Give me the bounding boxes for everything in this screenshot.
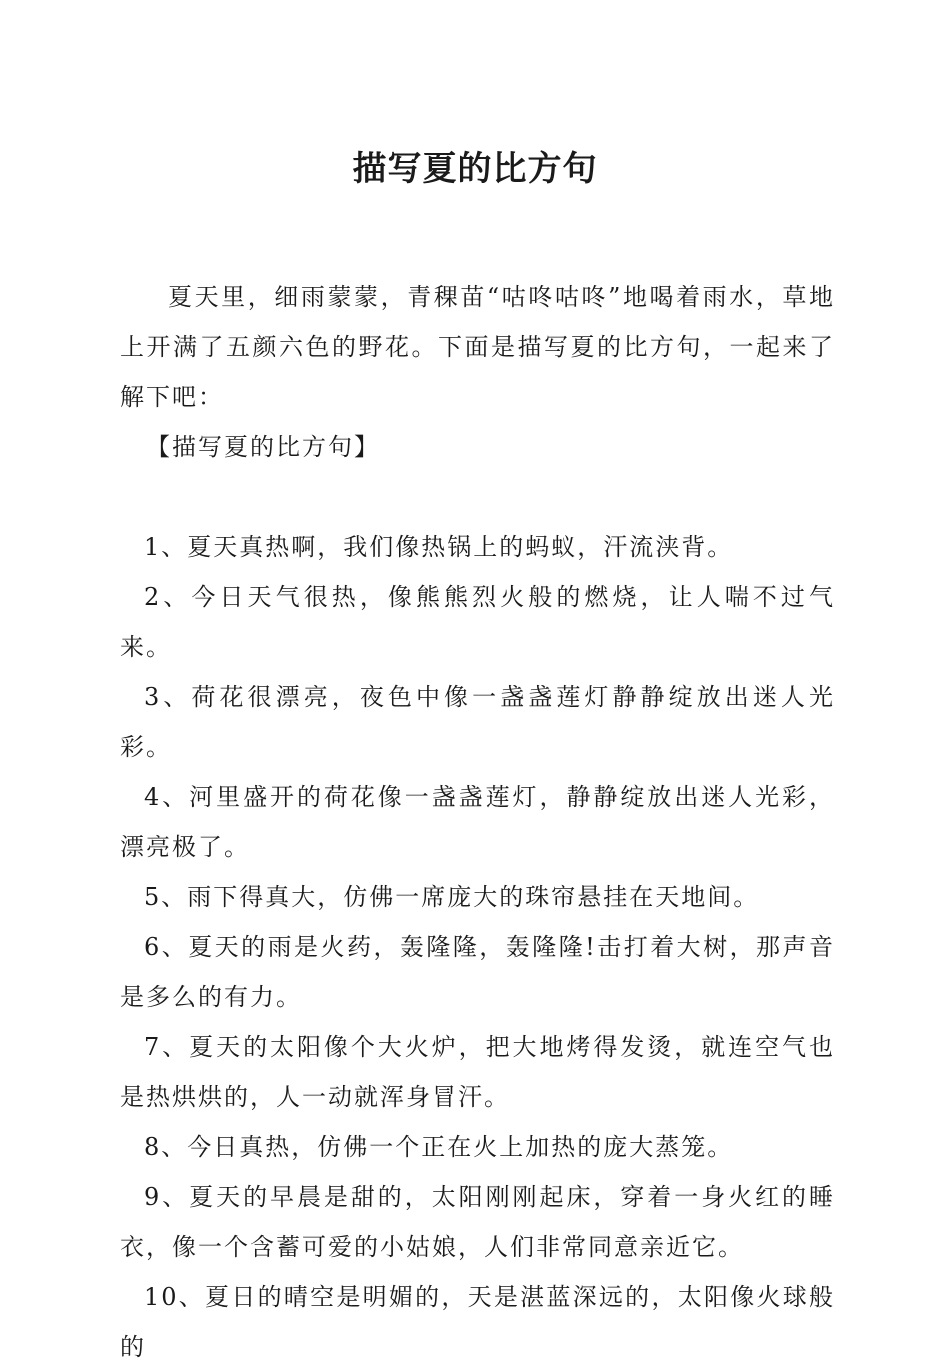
list-item: 4、河里盛开的荷花像一盏盏莲灯，静静绽放出迷人光彩，漂亮极了。 [120,783,835,861]
document-title: 描写夏的比方句 [352,149,598,189]
document-body [120,272,835,1372]
section-heading: 【描写夏的比方句】 [146,433,380,461]
list-item: 7、夏天的太阳像个大火炉，把大地烤得发烫，就连空气也是热烘烘的，人一动就浑身冒汗。 [120,1033,835,1111]
list-item: 10、夏日的晴空是明媚的，天是湛蓝深远的，太阳像火球般的 [120,1283,835,1361]
list-item: 5、雨下得真大，仿佛一席庞大的珠帘悬挂在天地间。 [144,883,760,911]
blank-line [120,472,835,522]
list-item: 6、夏天的雨是火药，轰隆隆，轰隆隆!击打着大树，那声音是多么的有力。 [120,933,835,1011]
list-item: 3、荷花很漂亮，夜色中像一盏盏莲灯静静绽放出迷人光彩。 [120,683,835,761]
list-item: 2、今日天气很热，像熊熊烈火般的燃烧，让人喘不过气来。 [120,583,835,661]
list-item: 9、夏天的早晨是甜的，太阳刚刚起床，穿着一身火红的睡衣，像一个含蓄可爱的小姑娘，人们非常同意亲近它。 [120,1183,835,1261]
list-item: 8、今日真热，仿佛一个正在火上加热的庞大蒸笼。 [144,1133,734,1161]
intro-paragraph: 夏天里，细雨蒙蒙，青稞苗“咕咚咕咚”地喝着雨水，草地上开满了五颜六色的野花。下面是描写夏的比方句，一起来了解下吧： [120,283,835,411]
list-item: 1、夏天真热啊，我们像热锅上的蚂蚁，汗流浃背。 [144,533,734,561]
